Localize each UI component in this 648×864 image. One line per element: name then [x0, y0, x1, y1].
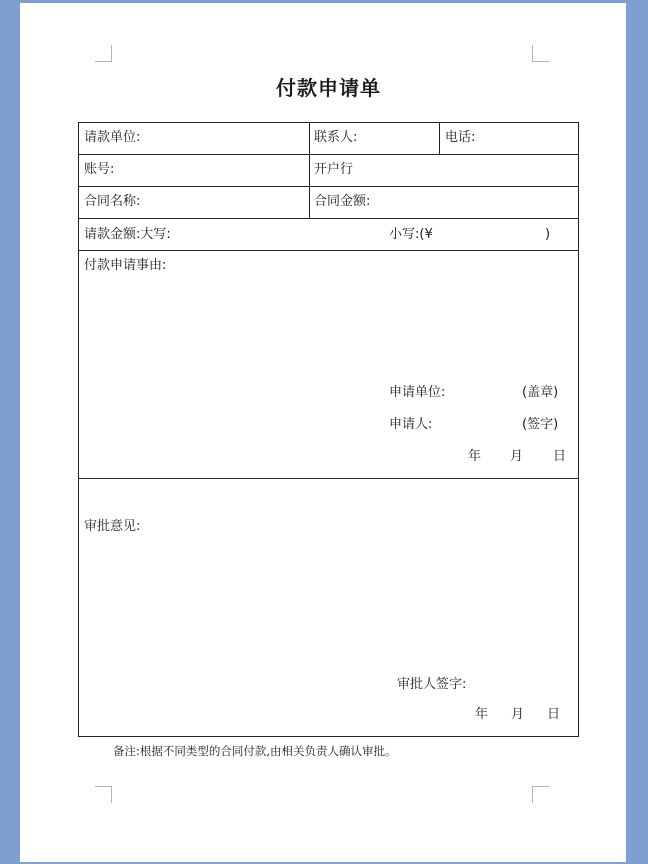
- reason-day-label: 日: [553, 449, 567, 464]
- contract-name-label: 合同名称:: [84, 194, 141, 209]
- amount-lower-label: 小写:(¥: [389, 227, 433, 242]
- reason-month-label: 月: [510, 449, 524, 464]
- apply-unit-label: 申请单位:: [389, 385, 446, 400]
- amount-upper-label: 请款金额:大写:: [84, 227, 171, 242]
- row-divider: [79, 154, 578, 155]
- approval-day-label: 日: [547, 707, 561, 722]
- row-divider: [79, 218, 578, 219]
- reason-year-label: 年: [468, 449, 482, 464]
- approver-sign-label: 审批人签字:: [397, 677, 467, 692]
- approval-label: 审批意见:: [84, 519, 141, 534]
- crop-mark-top-right: [532, 45, 549, 62]
- row-divider: [79, 250, 578, 251]
- reason-label: 付款申请事由:: [84, 258, 167, 273]
- approval-month-label: 月: [511, 707, 525, 722]
- crop-mark-bottom-right: [532, 786, 549, 803]
- signature-label: (签字): [522, 417, 559, 432]
- payment-request-form: [78, 122, 579, 737]
- crop-mark-top-left: [95, 45, 112, 62]
- contact-label: 联系人:: [314, 130, 358, 145]
- account-label: 账号:: [84, 162, 115, 177]
- contract-amount-label: 合同金额:: [314, 194, 371, 209]
- crop-mark-bottom-left: [95, 786, 112, 803]
- column-divider: [309, 123, 310, 218]
- page-title: 付款申请单: [276, 76, 381, 100]
- footnote: 备注:根据不同类型的合同付款,由相关负责人确认审批。: [113, 744, 397, 758]
- row-divider: [79, 478, 578, 479]
- applicant-label: 申请人:: [389, 417, 433, 432]
- bank-label: 开户行: [314, 162, 354, 177]
- row-divider: [79, 186, 578, 187]
- approval-year-label: 年: [475, 707, 489, 722]
- column-divider: [439, 123, 440, 154]
- phone-label: 电话:: [445, 130, 476, 145]
- amount-lower-close: ): [545, 227, 551, 242]
- payee-unit-label: 请款单位:: [84, 130, 141, 145]
- seal-label: (盖章): [522, 385, 559, 400]
